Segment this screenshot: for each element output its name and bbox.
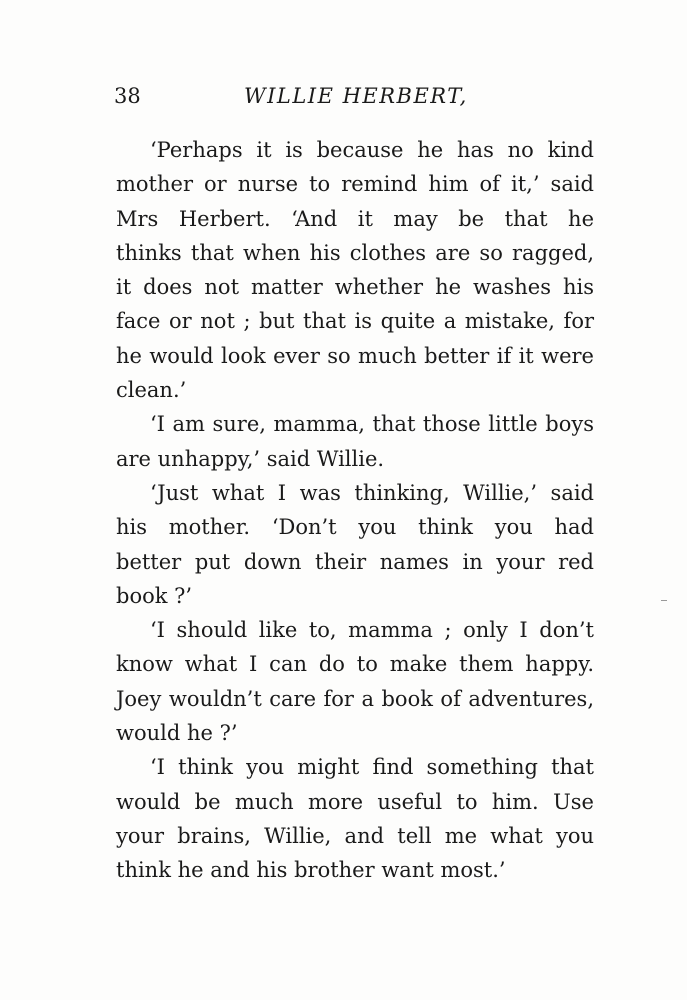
body-text: [116, 133, 594, 888]
text-line: it does not matter whether he washes his: [116, 275, 594, 300]
text-line: your brains, Willie, and tell me what you: [116, 823, 594, 848]
text-line: ‘I think you might find something that: [150, 755, 594, 780]
text-line: would be much more useful to him. Use: [116, 789, 594, 814]
text-line: think he and his brother want most.’: [116, 858, 506, 883]
text-line: thinks that when his clothes are so ragged,: [116, 240, 594, 265]
text-line: ‘Perhaps it is because he has no kind: [150, 138, 594, 162]
text-line: ‘I am sure, mamma, that those little boys: [150, 412, 594, 437]
text-line: ‘Just what I was thinking, Willie,’ said: [150, 480, 594, 505]
text-line: face or not ; but that is quite a mistake, for: [116, 309, 594, 334]
text-line: his mother. ‘Don’t you think you had: [116, 515, 594, 540]
text-line: know what I can do to make them happy.: [116, 652, 594, 677]
text-line: Mrs Herbert. ‘And it may be that he: [116, 206, 594, 231]
text-line: he would look ever so much better if it were: [116, 343, 594, 368]
page-number: 38: [114, 84, 141, 108]
text-line: clean.’: [116, 378, 187, 403]
text-line: ‘I should like to, mamma ; only I don’t: [150, 618, 594, 643]
margin-mark: [661, 600, 667, 601]
text-line: Joey wouldn’t care for a book of adventures,: [116, 686, 594, 711]
text-line: would he ?’: [116, 721, 238, 746]
text-line: better put down their names in your red: [116, 549, 594, 574]
text-line: book ?’: [116, 583, 193, 608]
page-header: [114, 84, 594, 118]
text-line: mother or nurse to remind him of it,’ said: [116, 172, 594, 197]
text-line: are unhappy,’ said Willie.: [116, 446, 385, 471]
running-head: WILLIE HERBERT,: [244, 84, 468, 108]
